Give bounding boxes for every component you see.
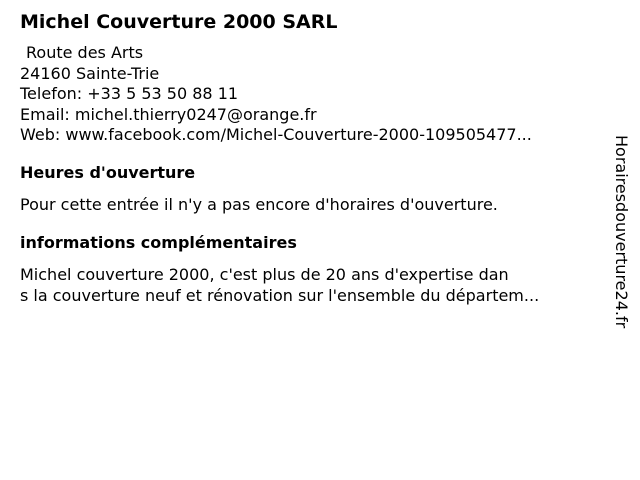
street-address: Route des Arts bbox=[26, 43, 144, 62]
phone-label: Telefon: bbox=[20, 84, 83, 103]
city-address: 24160 Sainte-Trie bbox=[20, 63, 160, 83]
email-address[interactable]: michel.thierry0247@orange.fr bbox=[74, 104, 317, 124]
opening-hours-text: Pour cette entrée il n'y a pas encore d'horaires d'ouverture. bbox=[20, 195, 498, 214]
additional-info-heading: informations complémentaires bbox=[20, 233, 297, 252]
website-row bbox=[20, 125, 532, 146]
website-link[interactable]: www.facebook.com/Michel-Couverture-2000-109505477... bbox=[65, 125, 532, 144]
email-label: Email: bbox=[20, 104, 70, 124]
address-block bbox=[20, 43, 532, 146]
site-brand-watermark: Horairesdouverture24.fr bbox=[612, 135, 631, 329]
business-title: Michel Couverture 2000 SARL bbox=[20, 11, 338, 33]
website-label: Web: bbox=[20, 125, 61, 144]
phone-row bbox=[20, 84, 532, 105]
additional-info-line-1: Michel couverture 2000, c'est plus de 20 ans d'expertise dan bbox=[20, 265, 509, 284]
opening-hours-heading: Heures d'ouverture bbox=[20, 163, 196, 182]
additional-info-text bbox=[20, 264, 539, 306]
additional-info-line-2: s la couverture neuf et rénovation sur l'ensemble du départem... bbox=[20, 286, 540, 305]
phone-number[interactable]: +33 5 53 50 88 11 bbox=[87, 84, 239, 103]
email-row bbox=[20, 105, 532, 126]
